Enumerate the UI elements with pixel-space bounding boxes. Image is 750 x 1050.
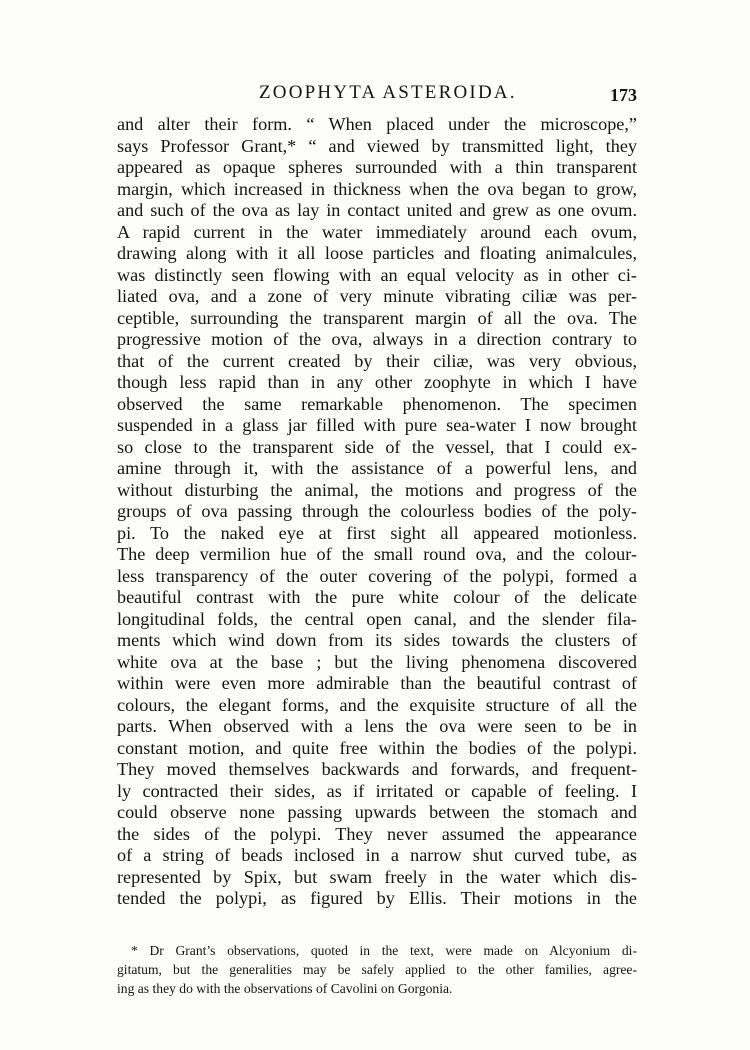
text-line: beautiful contrast with the pure white colour of the delicate (117, 587, 637, 607)
page-number: 173 (610, 85, 637, 105)
footnote-line: gitatum, but the generalities may be safely applied to the other families, agree- (117, 962, 637, 977)
text-line: ceptible, surrounding the transparent margin of all the ova. The (117, 307, 637, 328)
text-line: groups of ova passing through the colourless bodies of the poly- (117, 501, 637, 521)
text-line: and such of the ova as lay in contact united and grew as one ovum. (117, 200, 637, 220)
text-line: less transparency of the outer covering of the polypi, formed a (117, 565, 637, 586)
text-line: ments which wind down from its sides towards the clusters of (117, 630, 637, 650)
text-line: so close to the transparent side of the vessel, that I could ex- (117, 436, 637, 457)
text-line: colours, the elegant forms, and the exquisite structure of all the (117, 694, 637, 715)
text-line: that of the current created by their ciliæ, was very obvious, (117, 350, 637, 371)
text-line: of a string of beads inclosed in a narrow shut curved tube, as (117, 845, 637, 865)
text-line: They moved themselves backwards and forwards, and frequent- (117, 759, 637, 779)
text-line: within were even more admirable than the beautiful contrast of (117, 673, 637, 693)
text-line: margin, which increased in thickness when the ova began to grow, (117, 178, 637, 199)
text-line: longitudinal folds, the central open canal, and the slender fila- (117, 608, 637, 629)
running-head (117, 82, 637, 108)
text-line: tended the polypi, as figured by Ellis. Their motions in the (117, 888, 637, 908)
body-text (117, 114, 637, 910)
text-line: amine through it, with the assistance of a powerful lens, and (117, 458, 637, 478)
text-line: appeared as opaque spheres surrounded with a thin transparent (117, 157, 637, 177)
text-line: and alter their form. “ When placed under the microscope,” (117, 114, 637, 134)
text-line: white ova at the base ; but the living phenomena discovered (117, 651, 637, 672)
text-line: could observe none passing upwards between the stomach and (117, 802, 637, 822)
text-line: The deep vermilion hue of the small round ova, and the colour- (117, 544, 637, 564)
running-title: ZOOPHYTA ASTEROIDA. (259, 82, 517, 103)
text-line: constant motion, and quite free within the bodies of the polypi. (117, 737, 637, 758)
text-line: liated ova, and a zone of very minute vibrating ciliæ was per- (117, 286, 637, 306)
text-line: A rapid current in the water immediately around each ovum, (117, 221, 637, 242)
text-line: observed the same remarkable phenomenon. The specimen (117, 393, 637, 414)
text-line: the sides of the polypi. They never assumed the appearance (117, 823, 637, 844)
footnote-line: * Dr Grant’s observations, quoted in the text, were made on Alcyonium di- (131, 943, 637, 958)
text-line: pi. To the naked eye at first sight all appeared motionless. (117, 522, 637, 543)
text-line: was distinctly seen flowing with an equal velocity as in other ci- (117, 264, 637, 285)
text-line: progressive motion of the ova, always in a direction contrary to (117, 329, 637, 349)
text-line: represented by Spix, but swam freely in the water which dis- (117, 866, 637, 887)
footnote (117, 941, 637, 998)
text-line: drawing along with it all loose particles and floating animalcules, (117, 243, 637, 263)
text-line: parts. When observed with a lens the ova were seen to be in (117, 716, 637, 736)
footnote-line: ing as they do with the observations of Cavolini on Gorgonia. (117, 981, 453, 996)
text-line: ly contracted their sides, as if irritated or capable of feeling. I (117, 780, 637, 801)
text-line: without disturbing the animal, the motions and progress of the (117, 479, 637, 500)
text-line: says Professor Grant,* “ and viewed by transmitted light, they (117, 135, 637, 156)
text-line: suspended in a glass jar filled with pure sea-water I now brought (117, 415, 637, 435)
text-line: though less rapid than in any other zoophyte in which I have (117, 372, 637, 392)
